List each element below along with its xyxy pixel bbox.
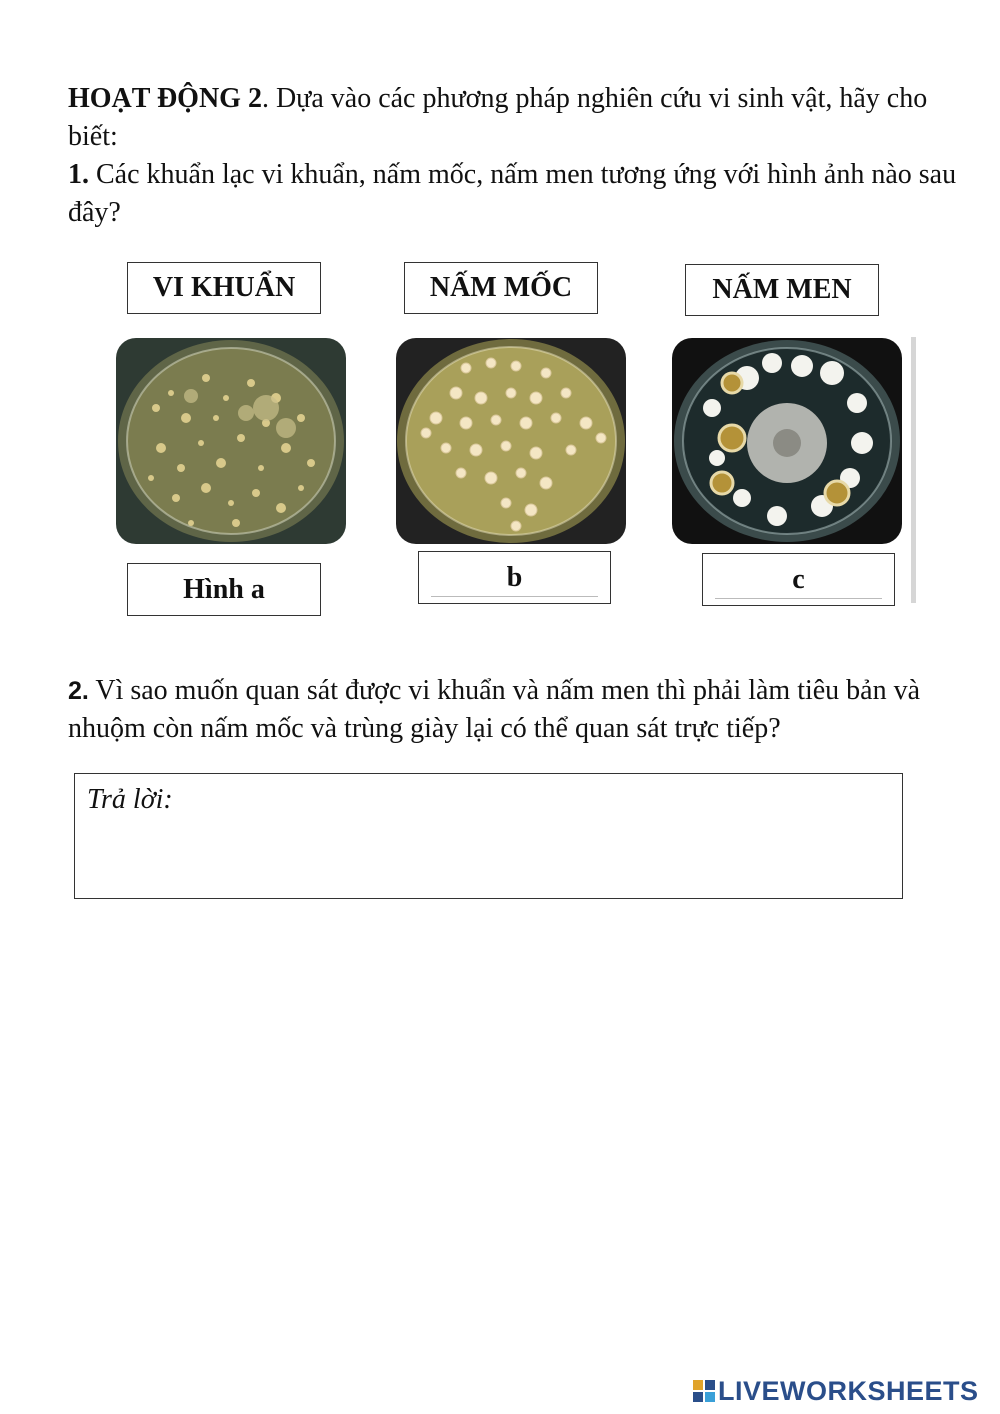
answer-b-text: b bbox=[506, 562, 523, 593]
logo-text: LIVEWORKSHEETS bbox=[718, 1375, 979, 1406]
reply-textarea[interactable] bbox=[74, 773, 903, 899]
answer-box-c[interactable] bbox=[702, 553, 895, 606]
answer-box-a[interactable] bbox=[127, 563, 321, 616]
answer-c-text: c bbox=[792, 564, 805, 595]
answer-b-line bbox=[431, 596, 598, 597]
question-2 bbox=[68, 672, 968, 748]
question-1-text: Các khuẩn lạc vi khuẩn, nấm mốc, nấm men tương ứng với hình ảnh nào sau đây? bbox=[68, 159, 957, 228]
question-2-number: 2. bbox=[68, 677, 89, 705]
reply-label: Trả lời: bbox=[87, 784, 173, 815]
question-1 bbox=[68, 80, 958, 232]
petri-dish-image-b bbox=[396, 338, 626, 544]
answer-a-text: Hình a bbox=[183, 573, 265, 605]
petri-dish-image-a bbox=[116, 338, 346, 544]
liveworksheets-logo bbox=[693, 1375, 979, 1407]
intro-text: . Dựa vào các phương pháp nghiên cứu vi sinh vật, hãy cho biết: bbox=[68, 83, 928, 152]
label-nam-men[interactable]: NẤM MEN bbox=[685, 264, 879, 316]
answer-box-b[interactable] bbox=[418, 551, 611, 604]
answer-c-line bbox=[715, 598, 882, 599]
scrollbar-decor bbox=[911, 337, 916, 603]
question-2-text: Vì sao muốn quan sát được vi khuẩn và nấm men thì phải làm tiêu bản và nhuộm còn nấm mốc và trùng giày lại có thể quan sát trực tiếp? bbox=[68, 675, 921, 744]
activity-heading: HOẠT ĐỘNG 2 bbox=[68, 83, 262, 114]
question-1-number: 1. bbox=[68, 159, 89, 190]
petri-dish-image-c bbox=[672, 338, 902, 544]
label-vi-khuan[interactable]: VI KHUẨN bbox=[127, 262, 321, 314]
label-nam-moc[interactable]: NẤM MỐC bbox=[404, 262, 598, 314]
liveworksheets-logo-icon bbox=[693, 1380, 715, 1402]
